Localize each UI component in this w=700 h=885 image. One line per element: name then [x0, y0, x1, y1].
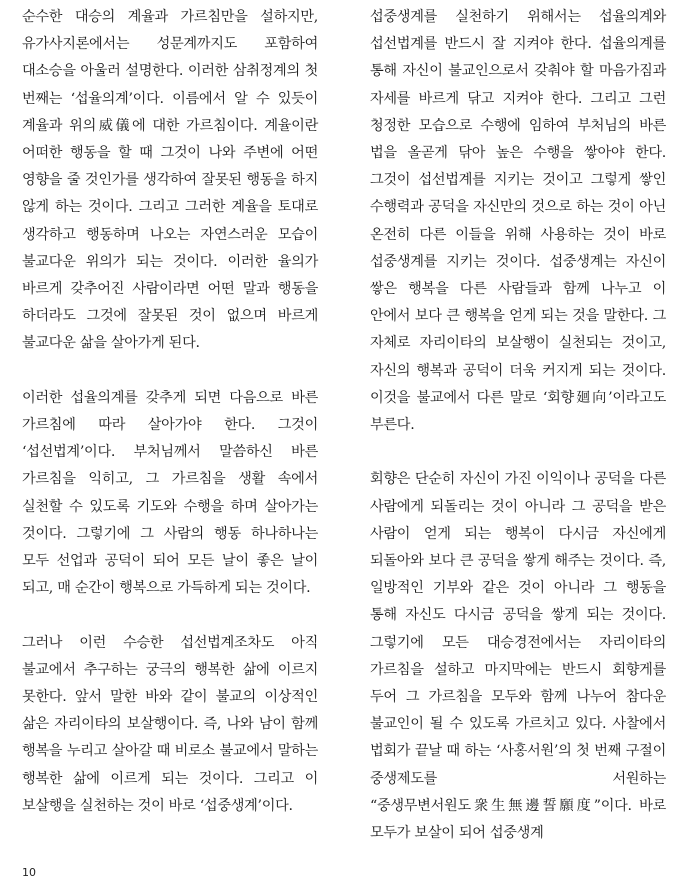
left-column	[22, 4, 318, 820]
paragraph: 섭중생계를 실천하기 위해서는 섭율의계와 섭선법계를 반드시 잘 지켜야 한다. 섭율의계를 통해 자신이 불교인으로서 갖춰야 할 마음가짐과 자세를 바르게 닦고 지켜야 한다. 그리고 그런 청정한 모습으로 수행에 임하여 부처님의 바른 법을 올곧게 닦아 높은 수행을 쌓아야 한다. 그것이 섭선법계를 지키는 것이고 그렇게 쌓인 수행력과 공덕을 자신만의 것으로 하는 것이 아닌 온전히 다른 이들을 위해 사용하는 것이 바로 섭중생계를 지키는 것이다. 섭중생계는 자신이 쌓은 행복을 다른 사람들과 함께 나누고 이 안에서 보다 큰 행복을 얻게 되는 것을 말한다. 그 자체로 자리이타의 보살행이 실천되는 것이고, 자신의 행복과 공덕이 더욱 커지게 되는 것이다. 이것을 불교에서 다른 말로 ‘회향廻向’이라고도 부른다.	[370, 9, 666, 434]
paragraph: 그러나 이런 수승한 섭선법계조차도 아직 불교에서 추구하는 궁극의 행복한 삶에 이르지 못한다. 앞서 말한 바와 같이 불교의 이상적인 삶은 자리이타의 보살행이다. 즉, 나와 남이 함께 행복을 누리고 살아갈 때 비로소 불교에서 말하는 행복한 삶에 이르게 되는 것이다. 그리고 이 보살행을 실천하는 것이 바로 ‘섭중생계’이다.	[22, 634, 318, 814]
paragraph: 순수한 대승의 계율과 가르침만을 설하지만, 유가사지론에서는 성문계까지도 포함하여 대소승을 아울러 설명한다. 이러한 삼취정계의 첫 번째는 ‘섭율의계’이다. 이름에서 알 수 있듯이 계율과 위의威儀에 대한 가르침이다. 계율이란 어떠한 행동을 할 때 그것이 나와 주변에 어떤 영향을 줄 것인가를 생각하여 잘못된 행동을 하지 않게 하는 것이다. 그리고 그러한 계율을 토대로 생각하고 행동하며 나오는 자연스러운 모습이 불교다운 위의가 되는 것이다. 이러한 율의가 바르게 갖추어진 사람이라면 어떤 말과 행동을 하더라도 그것에 잘못된 것이 없으며 바르게 불교다운 삶을 살아가게 된다.	[22, 9, 318, 352]
paragraph: 회향은 단순히 자신이 가진 이익이나 공덕을 다른 사람에게 되돌리는 것이 아니라 그 공덕을 받은 사람이 얻게 되는 행복이 다시금 자신에게 되돌아와 보다 큰 공덕을 쌓게 해주는 것이다. 즉, 일방적인 기부와 같은 것이 아니라 그 행동을 통해 자신도 다시금 공덕을 쌓게 되는 것이다. 그렇기에 모든 대승경전에서는 자리이타의 가르침을 설하고 마지막에는 반드시 회향게를 두어 그 가르침을 모두와 함께 나누어 참다운 불교인이 될 수 있도록 가르치고 있다. 사찰에서 법회가 끝날 때 하는 ‘사홍서원’의 첫 번째 구절이 중생제도를 서원하는 “중생무변서원도衆生無邊誓願度”이다. 바로 모두가 보살이 되어 섭중생계	[370, 471, 666, 842]
page-number: 10	[22, 866, 36, 879]
paragraph: 이러한 섭율의계를 갖추게 되면 다음으로 바른 가르침에 따라 살아가야 한다. 그것이 ‘섭선법계’이다. 부처님께서 말씀하신 바른 가르침을 익히고, 그 가르침을 생활 속에서 실천할 수 있도록 기도와 수행을 하며 살아가는 것이다. 그렇기에 그 사람의 행동 하나하나는 모두 선업과 공덕이 되어 모든 날이 좋은 날이 되고, 매 순간이 행복으로 가득하게 되는 것이다.	[22, 389, 318, 597]
right-column	[370, 4, 666, 847]
